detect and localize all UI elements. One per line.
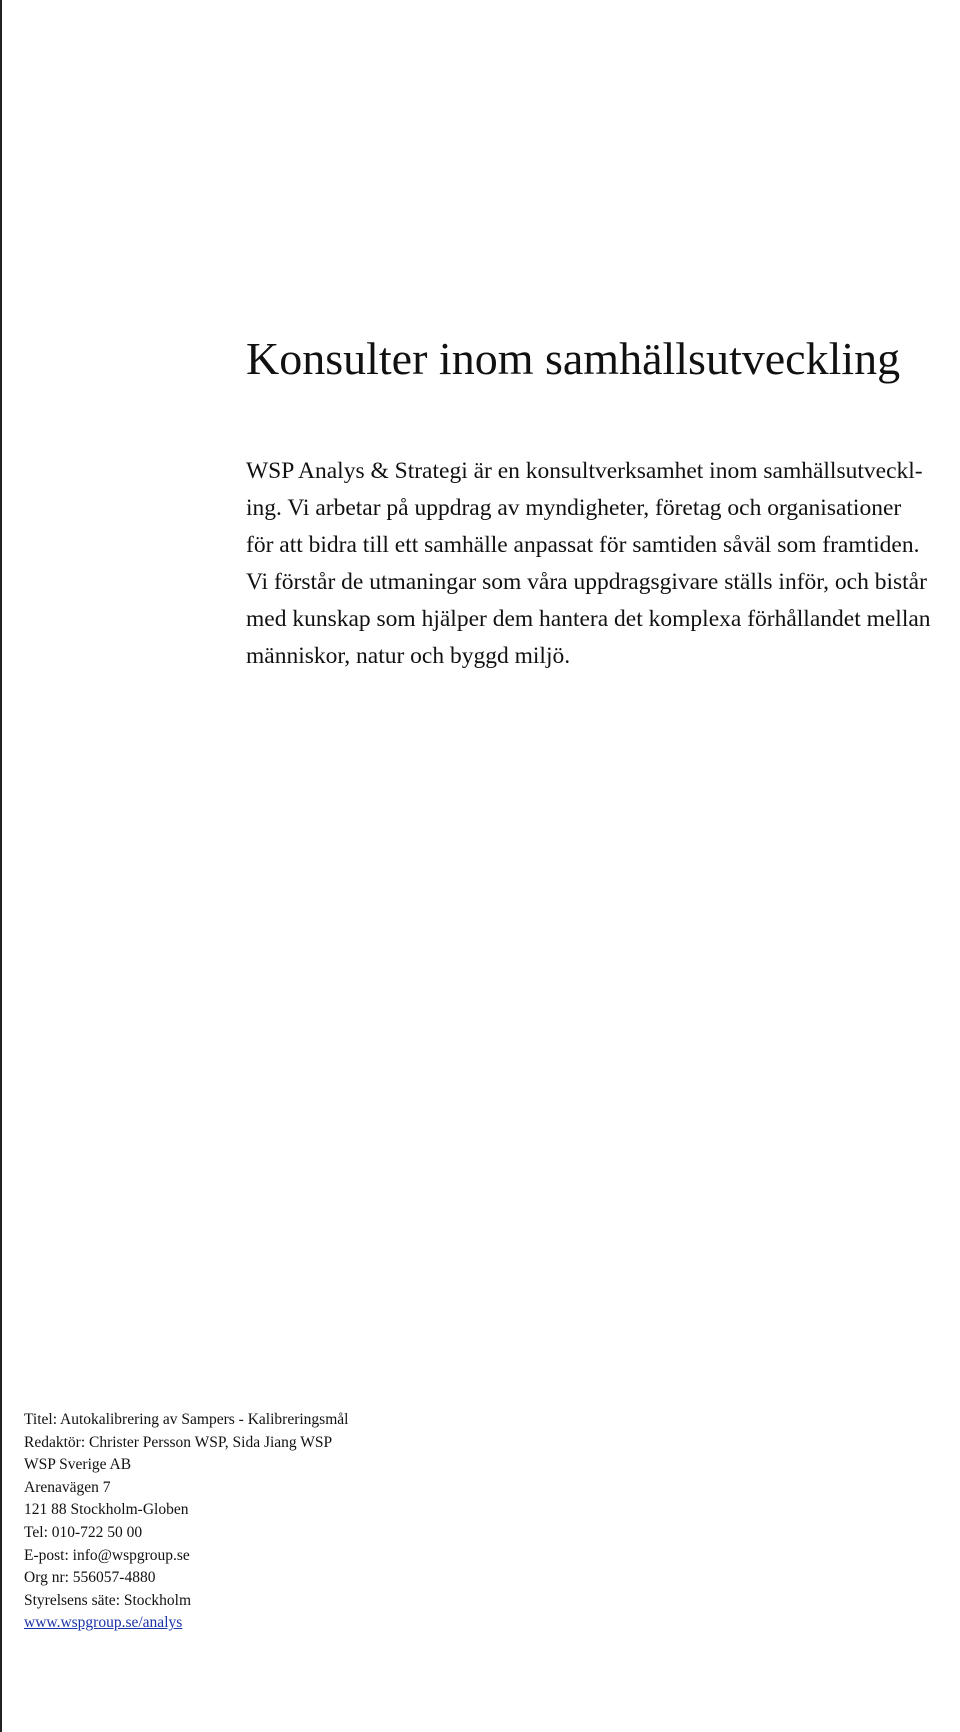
intro-line: för att bidra till ett samhälle anpassat för samtiden såväl som framtiden. xyxy=(246,532,920,558)
street-address: Arenavägen 7 xyxy=(24,1478,111,1496)
intro-line: människor, natur och byggd miljö. xyxy=(246,643,571,669)
org-number: Org nr: 556057-4880 xyxy=(24,1569,156,1587)
page-heading: Konsulter inom samhällsutveckling xyxy=(246,333,901,384)
intro-line: ing. Vi arbetar på uppdrag av myndigheter, företag och organisationer xyxy=(246,495,902,521)
website-line xyxy=(24,1612,348,1635)
phone-number: Tel: 010-722 50 00 xyxy=(24,1523,143,1541)
intro-paragraph xyxy=(246,453,958,675)
report-title: Titel: Autokalibrering av Sampers - Kalibreringsmål xyxy=(24,1411,349,1428)
intro-line: Vi förstår de utmaningar som våra uppdragsgivare ställs inför, och bistår xyxy=(246,569,927,595)
intro-line: med kunskap som hjälper dem hantera det komplexa förhållandet mellan xyxy=(246,606,931,632)
page-left-border xyxy=(0,0,2,1732)
imprint-block xyxy=(24,1409,348,1635)
intro-line: WSP Analys & Strategi är en konsultverksamhet inom samhällsutveckl- xyxy=(246,458,923,484)
website-link[interactable]: www.wspgroup.se/analys xyxy=(24,1614,183,1632)
company-name: WSP Sverige AB xyxy=(24,1456,132,1474)
email-address: E-post: info@wspgroup.se xyxy=(24,1546,190,1564)
report-editor: Redaktör: Christer Persson WSP, Sida Jiang WSP xyxy=(24,1433,333,1451)
postal-address: 121 88 Stockholm-Globen xyxy=(24,1501,189,1519)
board-seat: Styrelsens säte: Stockholm xyxy=(24,1591,192,1609)
